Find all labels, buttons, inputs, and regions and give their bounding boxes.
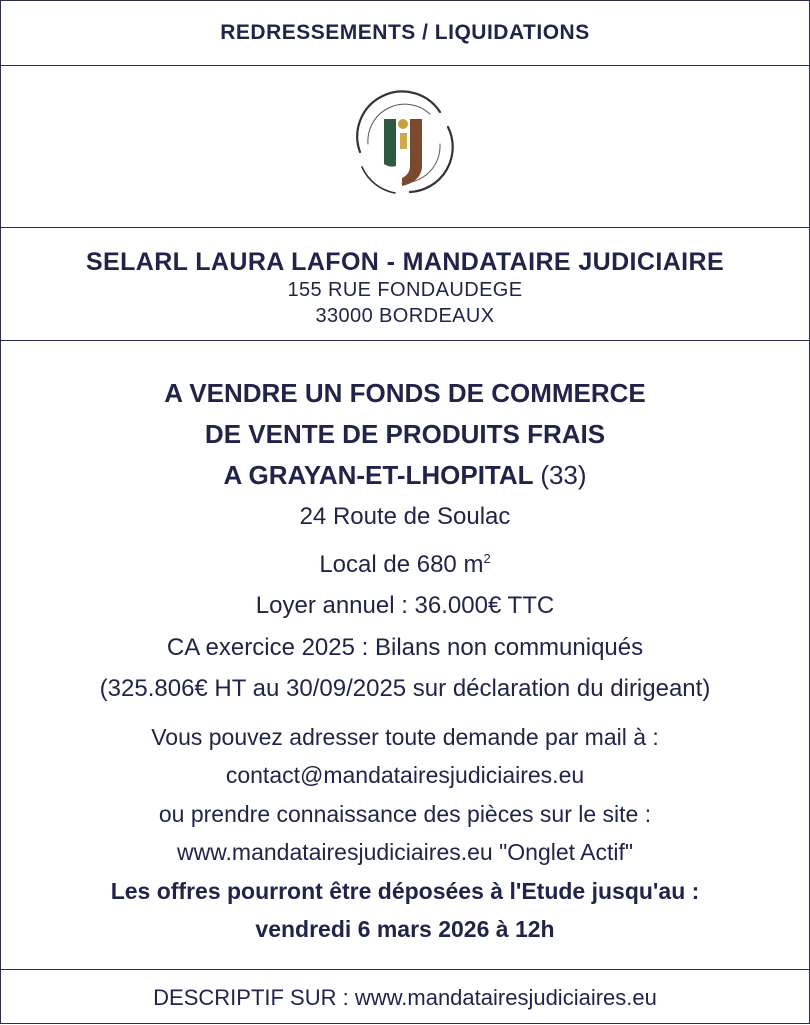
footer-link[interactable]: DESCRIPTIF SUR : www.mandatairesjudiciaires.eu	[153, 985, 657, 1010]
revenue-detail: (325.806€ HT au 30/09/2025 sur déclaration du dirigeant)	[99, 675, 711, 702]
surface: Local de 680 m	[319, 550, 484, 578]
logo-icon	[340, 82, 470, 212]
documents-website[interactable]: www.mandatairesjudiciaires.eu "Onglet Actif"	[176, 839, 634, 865]
notice-header	[1, 1, 809, 65]
department: (33)	[540, 460, 587, 490]
logo-area	[1, 66, 809, 227]
contact-email[interactable]: contact@mandatairesjudiciaires.eu	[225, 762, 585, 788]
divider	[1, 227, 809, 228]
revenue: CA exercice 2025 : Bilans non communiqués	[166, 633, 644, 661]
town: A GRAYAN-ET-LHOPITAL	[223, 460, 534, 490]
surface-exponent: 2	[483, 550, 491, 566]
title-line-2: DE VENTE DE PRODUITS FRAIS	[204, 419, 606, 449]
contact-intro: Vous pouvez adresser toute demande par mail à :	[151, 723, 659, 750]
deadline-label: Les offres pourront être déposées à l'Etude jusqu'au :	[110, 877, 700, 904]
divider	[1, 969, 809, 970]
deadline-date: vendredi 6 mars 2026 à 12h	[255, 916, 555, 942]
firm-name: SELARL LAURA LAFON - MANDATAIRE JUDICIAIRE	[85, 248, 725, 276]
firm-city: 33000 BORDEAUX	[315, 305, 495, 327]
rent: Loyer annuel : 36.000€ TTC	[255, 592, 555, 619]
firm-block	[1, 229, 809, 340]
business-address: 24 Route de Soulac	[299, 503, 511, 530]
category-title: REDRESSEMENTS / LIQUIDATIONS	[220, 21, 590, 44]
firm-street: 155 RUE FONDAUDEGE	[287, 279, 523, 301]
notice-footer	[1, 971, 809, 1025]
title-line-1: A VENDRE UN FONDS DE COMMERCE	[164, 378, 646, 408]
notice-body	[1, 373, 809, 963]
surface-line	[1, 538, 809, 586]
divider	[1, 340, 809, 341]
documents-intro: ou prendre connaissance des pièces sur le site :	[158, 800, 652, 827]
title-line-3	[1, 455, 809, 496]
